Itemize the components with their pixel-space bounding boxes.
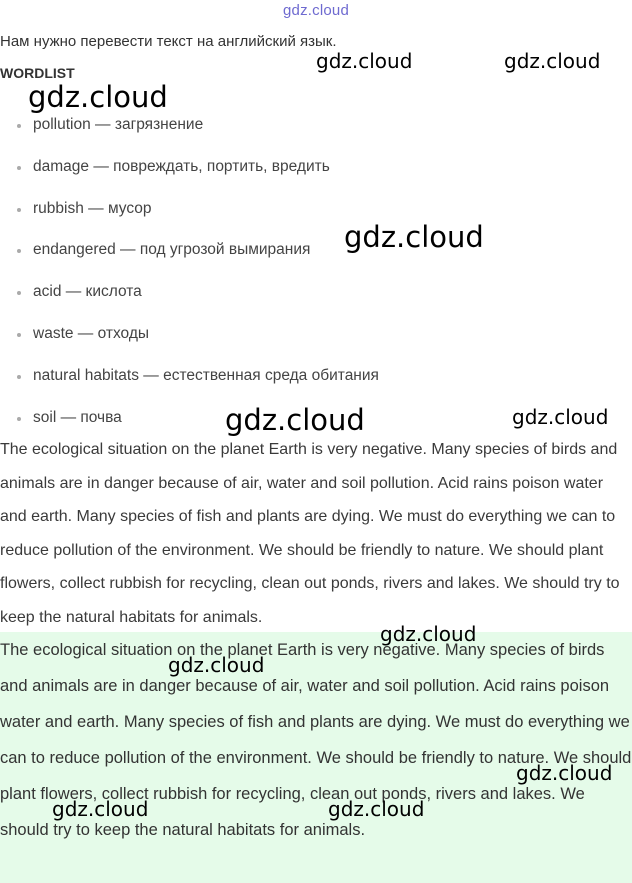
wordlist-item: soil — почва (0, 399, 379, 441)
wordlist-item: rubbish — мусор (0, 190, 379, 232)
watermark: gdz.cloud (516, 761, 613, 785)
answer-paragraph: The ecological situation on the planet Earth is very negative. Many species of birds and animals are in danger because of air, water and soil pollution. Acid rains poison water and earth. Many species of fish and plants are dying. We must do everything we can to reduce pollution of the environment. We should be friendly to nature. We should plant flowers, collect rubbish for recycling, clean out ponds, rivers and lakes. We should try to keep the natural habitats for animals. (0, 641, 632, 839)
watermark: gdz.cloud (28, 80, 168, 114)
wordlist-item: pollution — загрязнение (0, 106, 379, 148)
watermark: gdz.cloud (512, 405, 609, 429)
watermark: gdz.cloud (380, 622, 477, 646)
watermark: gdz.cloud (225, 403, 365, 437)
watermark: gdz.cloud (316, 49, 413, 73)
watermark: gdz.cloud (328, 797, 425, 821)
watermark: gdz.cloud (52, 797, 149, 821)
wordlist-item: endangered — под угрозой вымирания (0, 231, 379, 273)
watermark: gdz.cloud (168, 653, 265, 677)
wordlist-item: natural habitats — естественная среда обитания (0, 357, 379, 399)
wordlist-heading: WORDLIST (0, 65, 75, 81)
wordlist-item: acid — кислота (0, 273, 379, 315)
wordlist (0, 106, 379, 440)
watermark: gdz.cloud (344, 220, 484, 254)
wordlist-item: waste — отходы (0, 315, 379, 357)
wordlist-item: damage — повреждать, портить, вредить (0, 148, 379, 190)
site-logo[interactable]: gdz.cloud (282, 2, 349, 19)
watermark: gdz.cloud (504, 49, 601, 73)
answer-box (0, 632, 632, 883)
intro-text: Нам нужно перевести текст на английский язык. (0, 33, 337, 50)
original-paragraph: The ecological situation on the planet Earth is very negative. Many species of birds and animals are in danger because of air, water and soil pollution. Acid rains poison water and earth. Many species of fish and plants are dying. We must do everything we can to reduce pollution of the environment. We should be friendly to nature. We should plant flowers, collect rubbish for recycling, clean out ponds, rivers and lakes. We should try to keep the natural habitats for animals. (0, 441, 620, 626)
